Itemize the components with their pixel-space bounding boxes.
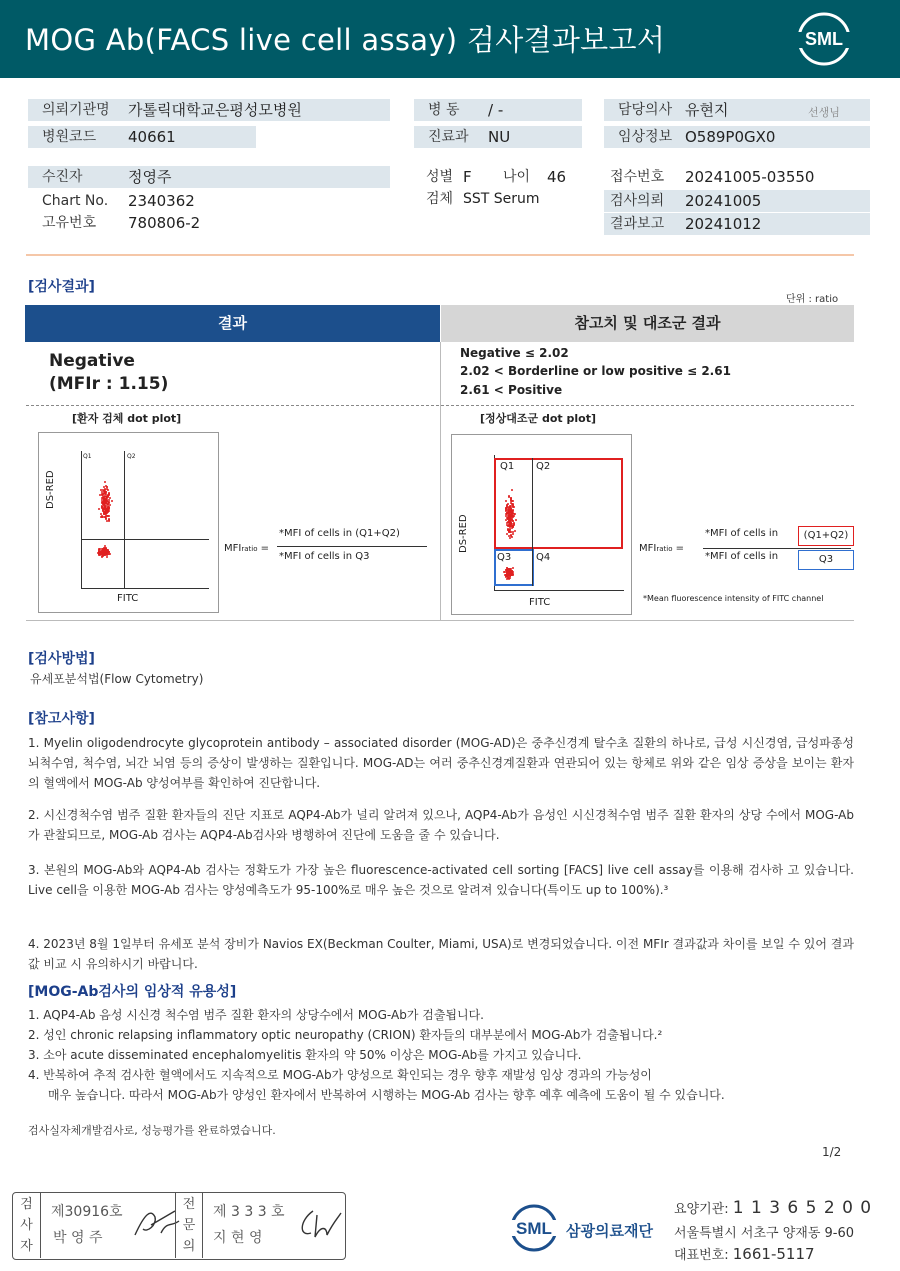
- method-section-title: [검사방법]: [28, 651, 95, 667]
- ref-negative: Negative ≤ 2.02: [460, 346, 569, 360]
- dept-row: 진료과: [414, 126, 582, 148]
- specialist-name: 지 현 영: [213, 1230, 263, 1246]
- request-value: 20241005: [685, 192, 762, 210]
- dot-point: [508, 573, 510, 575]
- control-dot-plot: [451, 434, 632, 615]
- patient-value: 정영주: [128, 168, 172, 186]
- result-value: Negative: [49, 351, 135, 371]
- control-q4: Q4: [536, 552, 551, 563]
- dot-point: [514, 530, 516, 532]
- uid-label: 고유번호: [42, 215, 97, 231]
- dot-point: [511, 536, 513, 538]
- report-title: MOG Ab(FACS live cell assay) 검사결과보고서: [25, 23, 666, 57]
- divider: [26, 254, 854, 256]
- dashed-divider: [26, 405, 854, 406]
- patient-dots: [39, 433, 220, 614]
- dot-point: [107, 511, 109, 513]
- dot-point: [105, 548, 107, 550]
- specialist-signature: [293, 1203, 345, 1243]
- note-3: 3. 본원의 MOG-Ab와 AQP4-Ab 검사는 정확도가 가장 높은 fluorescence-activated cell sorting [FACS] live cell assay를 이용해 검사하 고 있습니다. Live cell을 이용한 MOG-Ab 검사는 양성예측도가 95-100%로 매우 높은 것으로 알려져 있습니다(특이도 up to 100%).³: [28, 863, 854, 897]
- dot-point: [99, 494, 101, 496]
- institution-row: 의뢰기관명: [28, 99, 390, 121]
- dot-point: [511, 489, 513, 491]
- control-q1: Q1: [500, 461, 515, 472]
- dot-point: [508, 531, 510, 533]
- dot-point: [514, 513, 516, 515]
- q1q2-ref-box: (Q1+Q2): [798, 526, 854, 546]
- sex-label: 성별: [426, 169, 454, 185]
- control-q2: Q2: [536, 461, 551, 472]
- specimen-value: SST Serum: [463, 191, 540, 207]
- dot-point: [108, 493, 110, 495]
- dot-point: [106, 488, 108, 490]
- result-bottom-line: [26, 620, 854, 621]
- doctor-value: 유현지: [685, 101, 729, 119]
- dot-point: [512, 574, 514, 576]
- dot-point: [106, 496, 108, 498]
- dot-point: [512, 503, 514, 505]
- dot-point: [505, 500, 507, 502]
- dot-point: [511, 518, 513, 520]
- phone-line: 대표번호: 1661-5117: [674, 1245, 815, 1263]
- mfi-numerator-2: *MFI of cells in: [705, 528, 779, 539]
- mfi-denominator-2: *MFI of cells in: [705, 551, 779, 562]
- result-section-title: [검사결과]: [28, 279, 95, 295]
- dot-point: [109, 497, 111, 499]
- utility-section-title: [MOG-Ab검사의 임상적 유용성]: [28, 984, 237, 1000]
- note-4: 4. 2023년 8월 1일부터 유세포 분석 장비가 Navios EX(Beckman Coulter, Miami, USA)로 변경되었습니다. 이전 MFIr 결과값과 차이를 보일 수 있어 결과값 비교 시 유의하시기 바랍니다.: [28, 937, 854, 971]
- hospcode-value: 40661: [128, 128, 176, 146]
- result-mfir: (MFIr : 1.15): [49, 374, 169, 394]
- clinical-value: O589P0GX0: [685, 128, 776, 146]
- method-text: 유세포분석법(Flow Cytometry): [30, 672, 204, 686]
- specialist-no: 제 3 3 3 호: [213, 1204, 285, 1220]
- dot-point: [511, 510, 513, 512]
- dot-point: [515, 519, 517, 521]
- doctor-row: 담당의사: [604, 99, 870, 121]
- sml-logo: [795, 10, 853, 68]
- code-line: 요양기관: 1 1 3 6 5 2 0 0: [674, 1198, 873, 1218]
- control-q3: Q3: [497, 552, 512, 563]
- patient-ylabel: DS-RED: [45, 470, 56, 509]
- dot-point: [512, 506, 514, 508]
- note-2: 2. 시신경척수염 범주 질환 환자들의 진단 지표로 AQP4-Ab가 널리 알려져 있으나, AQP4-Ab가 음성인 시신경척수염 범주 질환 환자의 상당 수에서 MOG-Ab가 관찰되므로, MOG-Ab 검사는 AQP4-Ab검사와 병행하여 진단에 도움을 줄 수 있습니다.: [28, 808, 854, 842]
- utility-item-1: 1. AQP4-Ab 음성 시신경 척수염 범주 질환 환자의 상당수에서 MOG-Ab가 검출됩니다.: [28, 1008, 484, 1022]
- dot-point: [508, 568, 510, 570]
- dot-point: [512, 567, 514, 569]
- q3-ref-box: Q3: [798, 550, 854, 570]
- mfi-footnote: *Mean fluorescence intensity of FITC channel: [643, 594, 824, 603]
- patient-row: 수진자: [28, 166, 390, 188]
- svg-text:SML: SML: [805, 29, 843, 49]
- examiner-label: 검사자: [13, 1193, 41, 1258]
- dot-point: [100, 516, 102, 518]
- control-ylabel: DS-RED: [458, 514, 469, 553]
- examiner-no: 제30916호: [51, 1204, 123, 1220]
- dot-point: [105, 485, 107, 487]
- hospcode-row: 병원코드: [28, 126, 256, 148]
- page-number: 1/2: [822, 1145, 842, 1159]
- dot-point: [108, 519, 110, 521]
- svg-text:SML: SML: [516, 1219, 552, 1238]
- uid-value: 780806-2: [128, 214, 201, 232]
- dot-point: [109, 553, 111, 555]
- dot-point: [512, 500, 514, 502]
- clinical-row: 임상정보: [604, 126, 870, 148]
- mfi-formula-label: MFIratio =: [224, 543, 270, 554]
- institution-value: 가톨릭대학교은평성모병원: [128, 101, 302, 119]
- receipt-value: 20241005-03550: [685, 168, 815, 186]
- fraction-line-2: [703, 548, 851, 549]
- notes-section-title: [참고사항]: [28, 711, 95, 727]
- dot-point: [512, 526, 514, 528]
- dot-point: [105, 502, 107, 504]
- report-row: 결과보고: [604, 213, 870, 235]
- specialist-label: 전문의: [175, 1193, 203, 1258]
- receipt-label: 접수번호: [610, 169, 665, 185]
- ward-value: / -: [488, 101, 504, 119]
- ref-positive: 2.61 < Positive: [460, 383, 563, 397]
- mfi-numerator: *MFI of cells in (Q1+Q2): [279, 528, 400, 539]
- doctor-suffix: 선생님: [808, 106, 840, 119]
- utility-item-3: 3. 소아 acute disseminated encephalomyelitis 환자의 약 50% 이상은 MOG-Ab를 가지고 있습니다.: [28, 1048, 582, 1062]
- utility-item-4a: 4. 반복하여 추적 검사한 혈액에서도 지속적으로 MOG-Ab가 양성으로 확인되는 경우 향후 재발성 임상 경과의 가능성이: [28, 1068, 652, 1082]
- mfi-denominator: *MFI of cells in Q3: [279, 551, 370, 562]
- dot-point: [103, 552, 105, 554]
- patient-dot-plot: [38, 432, 219, 613]
- dot-point: [98, 508, 100, 510]
- column-divider: [440, 342, 441, 620]
- patient-plot-title: [환자 검체 dot plot]: [72, 412, 182, 425]
- org-name: 삼광의료재단: [566, 1222, 653, 1240]
- patient-xlabel: FITC: [117, 593, 139, 604]
- ref-borderline: 2.02 < Borderline or low positive ≤ 2.61: [460, 364, 731, 378]
- signature-box: [12, 1192, 346, 1260]
- report-value: 20241012: [685, 215, 762, 233]
- specimen-label: 검체: [426, 191, 454, 207]
- result-col-header: 결과: [25, 305, 440, 342]
- dot-point: [512, 533, 514, 535]
- utility-item-2: 2. 성인 chronic relapsing inflammatory optic neuropathy (CRION) 환자들의 대부분에서 MOG-Ab가 검출됩니다.²: [28, 1028, 663, 1042]
- note-1: 1. Myelin oligodendrocyte glycoprotein antibody – associated disorder (MOG-AD)은 중추신경계 탈수초 질환의 하나로, 급성 시신경염, 급성파종성 뇌척수염, 척수염, 뇌간 뇌염 등의 증상이 발생하는 질환입니다. MOG-AD는 여러 중추신경계질환과 연관되어 있는 항체로 위와 같은 임상 증상을 보이는 환자의 혈액에서 MOG-Ab 양성여부를 확인하여 진단합니다.: [28, 736, 854, 790]
- fraction-line: [277, 546, 427, 547]
- address: 서울특별시 서초구 양재동 9-60: [674, 1226, 855, 1241]
- patient-q1: Q1: [83, 453, 92, 460]
- patient-q2: Q2: [127, 453, 136, 460]
- reference-col-header: 참고치 및 대조군 결과: [441, 305, 854, 342]
- unit-label: 단위 : ratio: [786, 294, 839, 305]
- mfi-formula-label-2: MFIratio =: [639, 543, 685, 554]
- dot-point: [104, 498, 106, 500]
- chart-label: Chart No.: [42, 193, 109, 209]
- age-label: 나이: [503, 169, 531, 185]
- age-value: 46: [547, 168, 567, 186]
- control-dots: [452, 435, 633, 616]
- dot-point: [98, 549, 100, 551]
- control-xlabel: FITC: [529, 597, 551, 608]
- dot-point: [106, 556, 108, 558]
- dot-point: [104, 481, 106, 483]
- sml-footer-logo: [508, 1200, 560, 1256]
- ward-row: 병 동: [414, 99, 582, 121]
- sex-value: F: [463, 168, 472, 186]
- dot-point: [105, 551, 107, 553]
- chart-value: 2340362: [128, 192, 195, 210]
- utility-item-4b: 매우 높습니다. 따라서 MOG-Ab가 양성인 환자에서 반복하여 시행하는 MOG-Ab 검사는 향후 예후 예측에 도움이 될 수 있습니다.: [48, 1088, 725, 1102]
- dept-value: NU: [488, 128, 511, 146]
- examiner-name: 박 영 주: [53, 1230, 103, 1246]
- request-row: 검사의뢰: [604, 190, 870, 212]
- control-plot-title: [정상대조군 dot plot]: [480, 412, 596, 425]
- dot-point: [102, 508, 104, 510]
- certification-note: 검사실자체개발검사로, 성능평가를 완료하였습니다.: [28, 1124, 276, 1137]
- dot-point: [111, 500, 113, 502]
